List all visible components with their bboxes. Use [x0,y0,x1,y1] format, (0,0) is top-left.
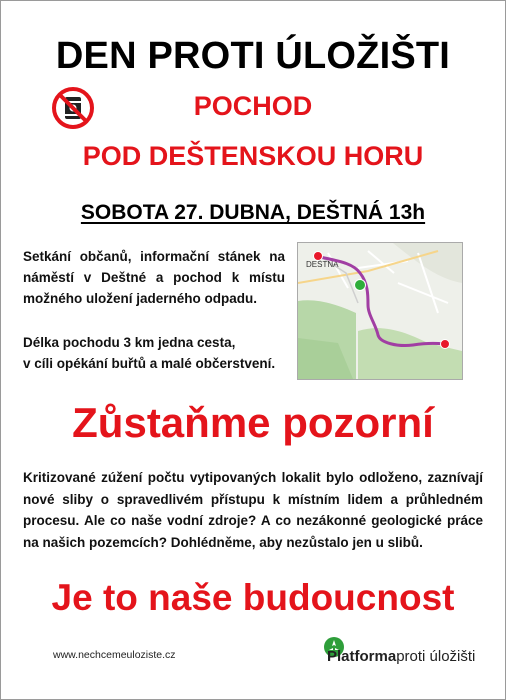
route-map-graphic [298,243,462,379]
logo-bold-text: Platforma [327,648,397,665]
destination-marker [441,340,450,349]
event-type: POCHOD [193,91,313,121]
intro-paragraph: Setkání občanů, informační stánek na náměstí v Deštné a pochod k místu možného uložení jaderného odpadu. [23,249,285,306]
website-link[interactable]: www.nechcemeuloziste.cz [53,649,176,661]
route-map [297,242,463,380]
walk-details [23,332,285,374]
walk-refreshments: v cíli opékání buřtů a malé občerstvení. [23,356,276,371]
poster-title: DEN PROTI ÚLOŽIŠTI [55,35,451,77]
slogan-our-future: Je to naše budoucnost [51,577,455,618]
body-paragraph: Kritizované zúžení počtu vytipovaných lokalit bylo odloženo, zaznívají nové sliby o spravedlivém přístupu k místním lidem a průhledném procesu. Ale co naše vodní zdroje? A co nezákonné geologické práce na našich pozemcích? Dohlédněme, aby nezůstalo jen u slibů. [23,470,483,550]
walk-length: Délka pochodu 3 km jedna cesta, [23,335,236,350]
map-town-label: DEŠTNÁ [306,260,339,269]
event-location-title: POD DEŠTENSKOU HORU [82,141,424,171]
slogan-stay-alert: Zůstaňme pozorní [72,399,434,446]
platforma-logo-text [327,648,475,665]
platforma-logo [323,636,483,666]
logo-rest-text: proti úložišti [396,648,476,665]
event-date: SOBOTA 27. DUBNA, DEŠTNÁ 13h [80,201,426,224]
midpoint-marker [355,280,366,291]
start-marker [314,252,323,261]
